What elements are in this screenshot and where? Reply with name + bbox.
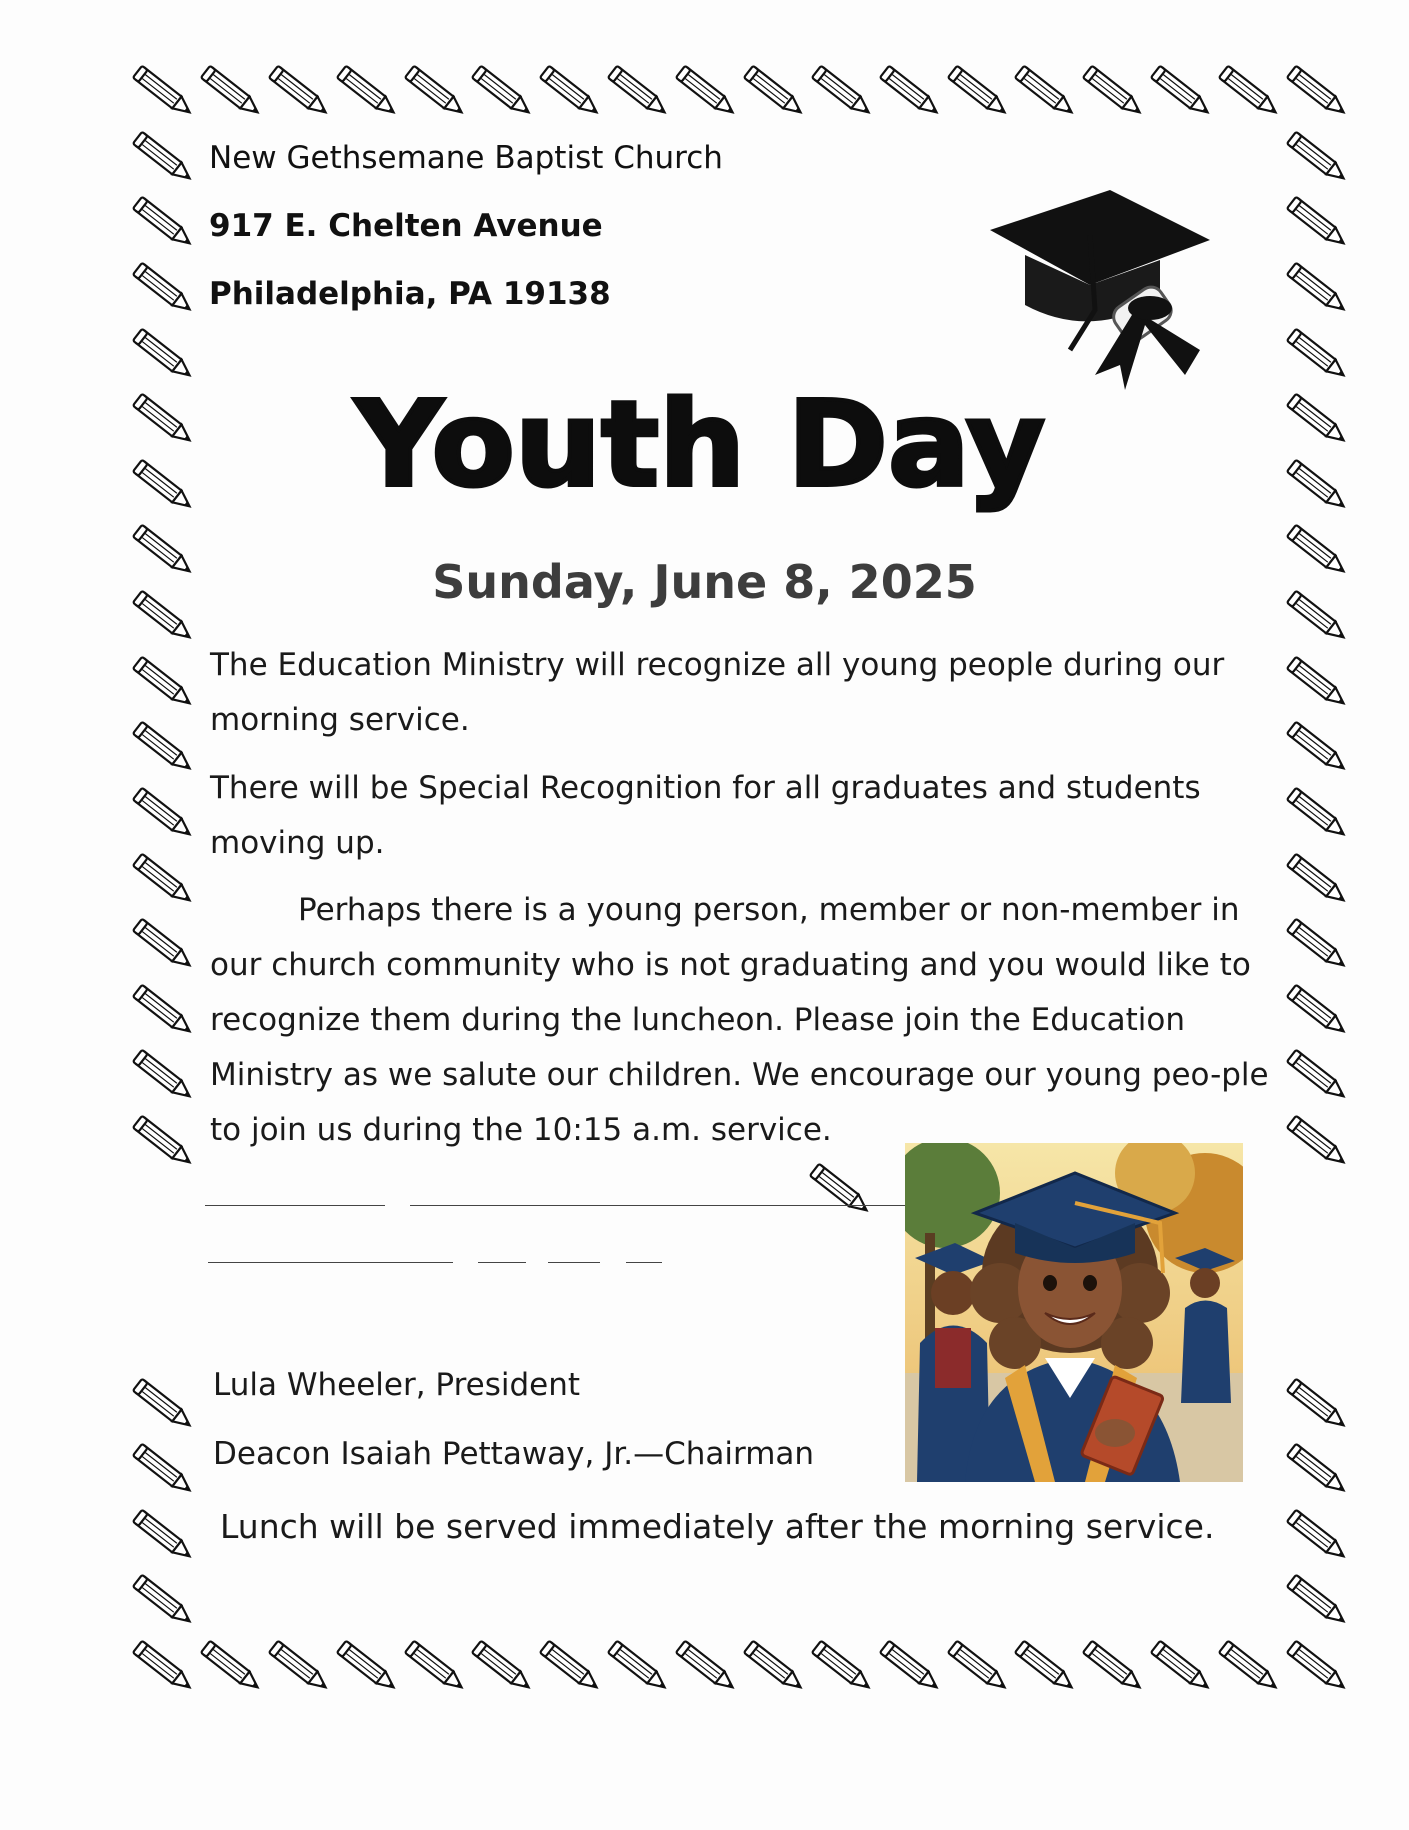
pencil-icon [128, 1509, 200, 1565]
pencil-icon [1282, 918, 1354, 974]
pencil-icon [1282, 656, 1354, 712]
pencil-icon [1010, 65, 1082, 121]
pencil-icon [128, 262, 200, 318]
pencil-icon [128, 1115, 200, 1171]
pencil-icon [1282, 393, 1354, 449]
pencil-icon [1282, 721, 1354, 777]
graduate-child-illustration [905, 1143, 1243, 1482]
pencil-icon [807, 65, 879, 121]
event-title-text: Youth Day [352, 375, 1046, 513]
pencil-icon [128, 131, 200, 187]
pencil-icon [739, 1640, 811, 1696]
pencil-icon [264, 65, 336, 121]
pencil-icon [1282, 262, 1354, 318]
pencil-icon [128, 65, 200, 121]
pencil-icon [128, 1574, 200, 1630]
pencil-icon [1214, 1640, 1286, 1696]
pencil-icon [400, 1640, 472, 1696]
pencil-icon [535, 65, 607, 121]
pencil-icon [1282, 459, 1354, 515]
pencil-icon [1146, 1640, 1218, 1696]
pencil-icon [1282, 1115, 1354, 1171]
pencil-icon [807, 1640, 879, 1696]
blank-line [626, 1262, 662, 1263]
blank-line [478, 1262, 526, 1263]
pencil-icon [128, 918, 200, 974]
pencil-icon [332, 65, 404, 121]
pencil-icon [739, 65, 811, 121]
pencil-icon [128, 328, 200, 384]
paragraph-invitation-text: Perhaps there is a young person, member or non-member in our church community who is not graduating and you would like to recognize them during the luncheon. Please join the Education Ministry as we salute our children. We encourage our young peo-ple to join us during the 10:15 a.m. service. [210, 892, 1269, 1148]
pencil-icon [128, 1640, 200, 1696]
pencil-icon [128, 1378, 200, 1434]
pencil-icon [535, 1640, 607, 1696]
blank-line [548, 1262, 600, 1263]
pencil-icon [1282, 131, 1354, 187]
pencil-icon [1078, 1640, 1150, 1696]
church-street: 917 E. Chelten Avenue [209, 208, 603, 244]
pencil-icon [467, 1640, 539, 1696]
church-city: Philadelphia, PA 19138 [209, 276, 611, 312]
pencil-icon [1282, 1640, 1354, 1696]
pencil-icon [196, 65, 268, 121]
blank-line [205, 1205, 385, 1206]
pencil-icon [1282, 787, 1354, 843]
signature-chairman: Deacon Isaiah Pettaway, Jr.—Chairman [213, 1436, 815, 1472]
lunch-note: Lunch will be served immediately after the morning service. [220, 1507, 1215, 1546]
pencil-icon [1078, 65, 1150, 121]
pencil-icon [1282, 1509, 1354, 1565]
pencil-icon [128, 984, 200, 1040]
pencil-icon [1282, 1049, 1354, 1105]
pencil-icon [128, 1049, 200, 1105]
pencil-icon [128, 787, 200, 843]
pencil-icon [128, 721, 200, 777]
paragraph-special-recognition: There will be Special Recognition for all graduates and students moving up. [210, 770, 1201, 861]
pencil-icon [943, 65, 1015, 121]
pencil-icon [1282, 1443, 1354, 1499]
pencil-icon [128, 196, 200, 252]
pencil-icon [1282, 65, 1354, 121]
pencil-icon [1214, 65, 1286, 121]
pencil-icon [603, 65, 675, 121]
blank-line [410, 1205, 905, 1206]
pencil-icon [400, 65, 472, 121]
pencil-icon [1282, 1378, 1354, 1434]
event-date: Sunday, June 8, 2025 [432, 555, 977, 609]
pencil-icon [467, 65, 539, 121]
pencil-icon [1282, 1574, 1354, 1630]
pencil-icon [1282, 984, 1354, 1040]
paragraph-invitation [210, 883, 1280, 1158]
pencil-icon [196, 1640, 268, 1696]
pencil-icon [264, 1640, 336, 1696]
pencil-icon [603, 1640, 675, 1696]
pencil-icon [1146, 65, 1218, 121]
pencil-icon [1282, 853, 1354, 909]
pencil-icon [1282, 196, 1354, 252]
pencil-icon [1010, 1640, 1082, 1696]
pencil-icon [128, 459, 200, 515]
pencil-icon [128, 393, 200, 449]
pencil-icon [875, 65, 947, 121]
pencil-icon [332, 1640, 404, 1696]
pencil-icon [1282, 328, 1354, 384]
pencil-icon [875, 1640, 947, 1696]
pencil-icon [805, 1163, 877, 1219]
pencil-icon [671, 65, 743, 121]
church-name: New Gethsemane Baptist Church [209, 140, 723, 176]
signature-president: Lula Wheeler, President [213, 1367, 581, 1403]
paragraph-recognition: The Education Ministry will recognize all young people during our morning service. [210, 647, 1225, 738]
event-title [350, 360, 1060, 520]
pencil-icon [128, 1443, 200, 1499]
pencil-icon [671, 1640, 743, 1696]
pencil-icon [128, 656, 200, 712]
pencil-icon [128, 853, 200, 909]
pencil-icon [943, 1640, 1015, 1696]
blank-line [208, 1262, 453, 1263]
